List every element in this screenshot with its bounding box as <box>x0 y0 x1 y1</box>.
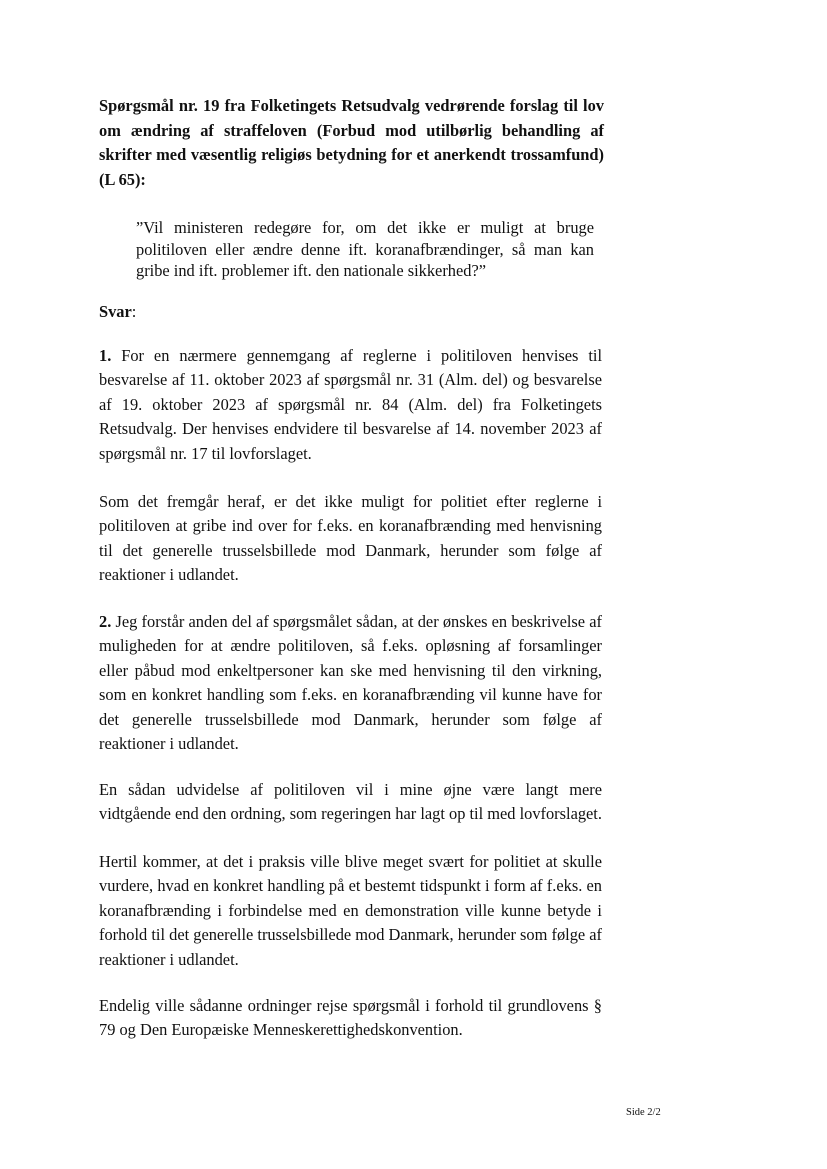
answer-paragraph-1 <box>99 344 602 466</box>
question-heading: Spørgsmål nr. 19 fra Folketingets Retsudvalg vedrørende forslag til lov om ændring af straffeloven (Forbud mod utilbørlig behandling af skrifter med væsentlig religiøs betydning for et anerkendt trossamfund) (L 65): <box>99 96 604 189</box>
answer-paragraph-2: Som det fremgår heraf, er det ikke muligt for politiet efter reglerne i politiloven at gribe ind over for f.eks. en koranafbrænding med henvisning til det generelle trusselsbillede mod Danmark, herunder som følge af reaktioner i udlandet. <box>99 492 602 585</box>
answer-paragraph-3 <box>99 610 602 756</box>
paragraph-text-3: Jeg forstår anden del af spørgsmålet sådan, at der ønskes en beskrivelse af muligheden for at ændre politiloven, så f.eks. opløsning af forsamlinger eller påbud mod enkeltpersoner kan ske med henvisning til den virkning, som en konkret handling som f.eks. en koranafbrænding vil kunne have for det generelle trusselsbillede mod Danmark, herunder som følge af reaktioner i udlandet. <box>99 612 602 754</box>
paragraph-number-2: 2. <box>99 612 112 631</box>
answer-paragraph-5: Hertil kommer, at det i praksis ville blive meget svært for politiet at skulle vurdere, hvad en konkret handling på et bestemt tidspunkt i form af f.eks. en koranafbrænding i forbindelse med en demonstration ville kunne betyde i forhold til det generelle trusselsbillede mod Danmark, herunder som følge af reaktioner i udlandet. <box>99 852 602 969</box>
answer-label-colon: : <box>131 302 137 321</box>
paragraph-number-1: 1. <box>99 346 112 365</box>
question-quote: ”Vil ministeren redegøre for, om det ikke er muligt at bruge politiloven eller ændre denne ift. koranafbrændinger, så man kan gribe ind ift. problemer ift. den nationale sikkerhed?” <box>136 218 594 281</box>
answer-label-text: Svar <box>99 302 132 321</box>
page-number: Side 2/2 <box>626 1107 661 1118</box>
answer-paragraph-6: Endelig ville sådanne ordninger rejse spørgsmål i forhold til grundlovens § 79 og Den Europæiske Menneskerettighedskonvention. <box>99 996 602 1040</box>
answer-paragraph-4: En sådan udvidelse af politiloven vil i mine øjne være langt mere vidtgående end den ordning, som regeringen har lagt op til med lovforslaget. <box>99 780 602 824</box>
paragraph-text-1: For en nærmere gennemgang af reglerne i politiloven henvises til besvarelse af 11. oktober 2023 af spørgsmål nr. 31 (Alm. del) og besvarelse af 19. oktober 2023 af spørgsmål nr. 84 (Alm. del) fra Folketingets Retsudvalg. Der henvises endvidere til besvarelse af 14. november 2023 af spørgsmål nr. 17 til lovforslaget. <box>99 346 602 463</box>
answer-label <box>99 300 136 324</box>
